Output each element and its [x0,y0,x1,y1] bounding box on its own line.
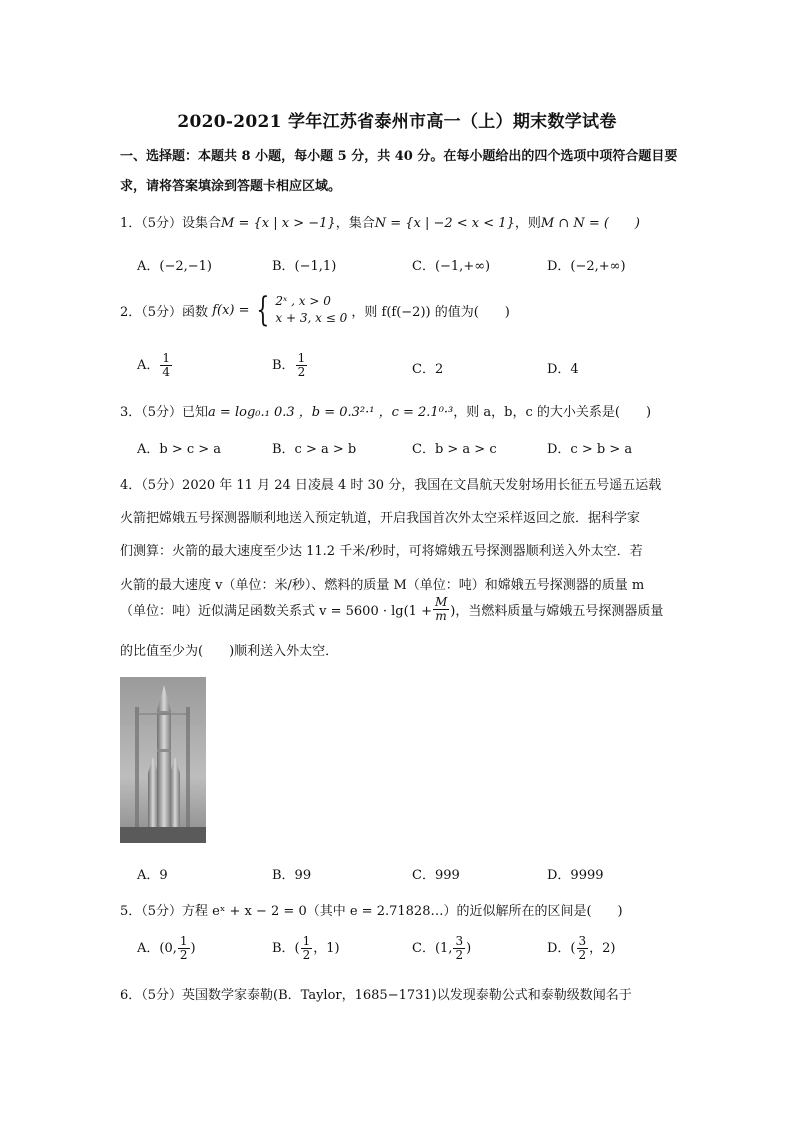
q1-tail: ，则 [514,216,541,231]
q5-d-pre: D．( [547,941,576,956]
q1-option-b: B．(−1,1) [272,259,337,274]
q5-b-post: ，1) [313,941,340,956]
q4-option-c: C．999 [412,868,460,883]
q2-option-d: D．4 [547,362,579,377]
q2-option-b-fraction [296,352,308,379]
q2-a-denominator: 4 [162,365,171,379]
q4-line-1: 4．（5分）2020 年 11 月 24 日凌晨 4 时 30 分，我国在文昌航天发射场用长征五号遥五运载 [120,478,662,493]
q2-option-b-label: B． [272,358,295,373]
q5-d-numerator: 3 [578,934,587,948]
question-6: 6．（5分）英国数学家泰勒(B．Taylor，1685−1731)以发现泰勒公式和泰勒级数闻名于 [120,988,632,1003]
q4-line-5-end: )，当燃料质量与嫦娥五号探测器质量 [450,604,664,619]
q2-option-a-fraction [160,352,172,379]
q1-option-a: A．(−2,−1) [137,259,212,274]
q2-option-a-label: A． [137,358,160,373]
q4-mass-fraction [433,596,449,623]
q4-line-3: 们测算：火箭的最大速度至少达 11.2 千米/秒时，可将嫦娥五号探测器顺利送入外太空．若 [120,544,643,559]
q1-mid: ，集合 [335,216,375,231]
q2-b-denominator: 2 [297,365,306,379]
q2-b-numerator: 1 [297,351,306,365]
question-2 [120,290,510,330]
q2-case-1: 2ˣ , x > 0 [275,294,331,308]
q3-option-d: D．c > b > a [547,442,633,457]
q5-option-a [137,935,196,962]
q2-tail: ，则 f(f(−2)) 的值为( ) [351,304,510,320]
q5-a-denominator: 2 [179,948,188,962]
q5-a-fraction [178,935,190,962]
q5-d-fraction [577,935,589,962]
q3-tail: ，则 a，b，c 的大小关系是( ) [453,405,652,420]
q5-option-c [412,935,471,962]
q5-option-d [547,935,615,962]
q5-c-post: ) [466,941,472,956]
q2-option-a [137,352,173,379]
q1-ask: M ∩ N = ( ) [540,216,641,231]
q4-option-a: A．9 [137,868,168,883]
q4-option-d: D．9999 [547,868,604,883]
q5-d-denominator: 2 [578,948,587,962]
q3-prefix: 3．（5分）已知 [120,405,209,420]
q4-line-6: 的比值至少为( )顺利送入外太空． [120,644,339,659]
q1-prefix: 1．（5分）设集合 [120,216,222,231]
q5-c-fraction [453,935,465,962]
q5-d-post: ，2) [589,941,616,956]
exam-title: 2020-2021 学年江苏省泰州市高一（上）期末数学试卷 [177,112,617,132]
q5-a-pre: A．(0, [137,941,177,956]
q3-option-b: B．c > a > b [272,442,357,457]
q2-prefix: 2．（5分）函数 [120,304,209,320]
q3-option-a: A．b > c > a [137,442,222,457]
q5-a-post: ) [190,941,196,956]
q2-a-numerator: 1 [162,351,171,365]
q1-set-m: M = {x | x > −1} [221,216,336,231]
q5-c-denominator: 2 [455,948,464,962]
q3-expr: a = log₀.₁ 0.3 ，b = 0.3²·¹ ，c = 2.1⁰·³ [208,405,454,420]
q2-brace: { [255,290,269,330]
q4-line-2: 火箭把嫦娥五号探测器顺利地送入预定轨道，开启我国首次外太空采样返回之旅．据科学家 [120,511,641,526]
q2-fx: f(x) = [212,302,250,318]
q1-option-d: D．(−2,+∞) [547,259,626,274]
q5-c-pre: C．(1, [412,941,453,956]
question-3 [120,401,651,420]
q1-set-n: N = {x | −2 < x < 1} [374,216,515,231]
q2-option-c: C．2 [412,362,444,377]
q1-option-c: C．(−1,+∞) [412,259,491,274]
question-1 [120,212,640,231]
q5-option-b [272,935,340,962]
q4-frac-numerator: M [434,595,448,609]
q4-frac-denominator: m [435,609,447,623]
q5-a-numerator: 1 [179,934,188,948]
q4-option-b: B．99 [272,868,312,883]
q5-b-numerator: 1 [302,934,311,948]
q4-line-5 [120,596,663,623]
q2-option-b [272,352,308,379]
q2-cases [275,293,347,327]
section-header: 一、选择题：本题共 8 小题，每小题 5 分，共 40 分。在每小题给出的四个选项中项符合题目要求，请将答案填涂到答题卡相应区域。 [120,149,678,194]
q5-b-denominator: 2 [302,948,311,962]
q5-c-numerator: 3 [455,934,464,948]
q4-line-5-start: （单位：吨）近似满足函数关系式 v = 5600 · lg(1 + [120,604,432,619]
q3-option-c: C．b > a > c [412,442,497,457]
question-5: 5．（5分）方程 eˣ + x − 2 = 0（其中 e = 2.71828…）的近似解所在的区间是( ) [120,904,623,919]
q5-b-fraction [301,935,313,962]
q5-b-pre: B．( [272,941,300,956]
q2-case-2: x + 3, x ≤ 0 [275,311,348,325]
rocket-photo [120,677,206,843]
q4-line-4: 火箭的最大速度 v（单位：米/秒）、燃料的质量 M（单位：吨）和嫦娥五号探测器的质量 m [120,578,645,593]
